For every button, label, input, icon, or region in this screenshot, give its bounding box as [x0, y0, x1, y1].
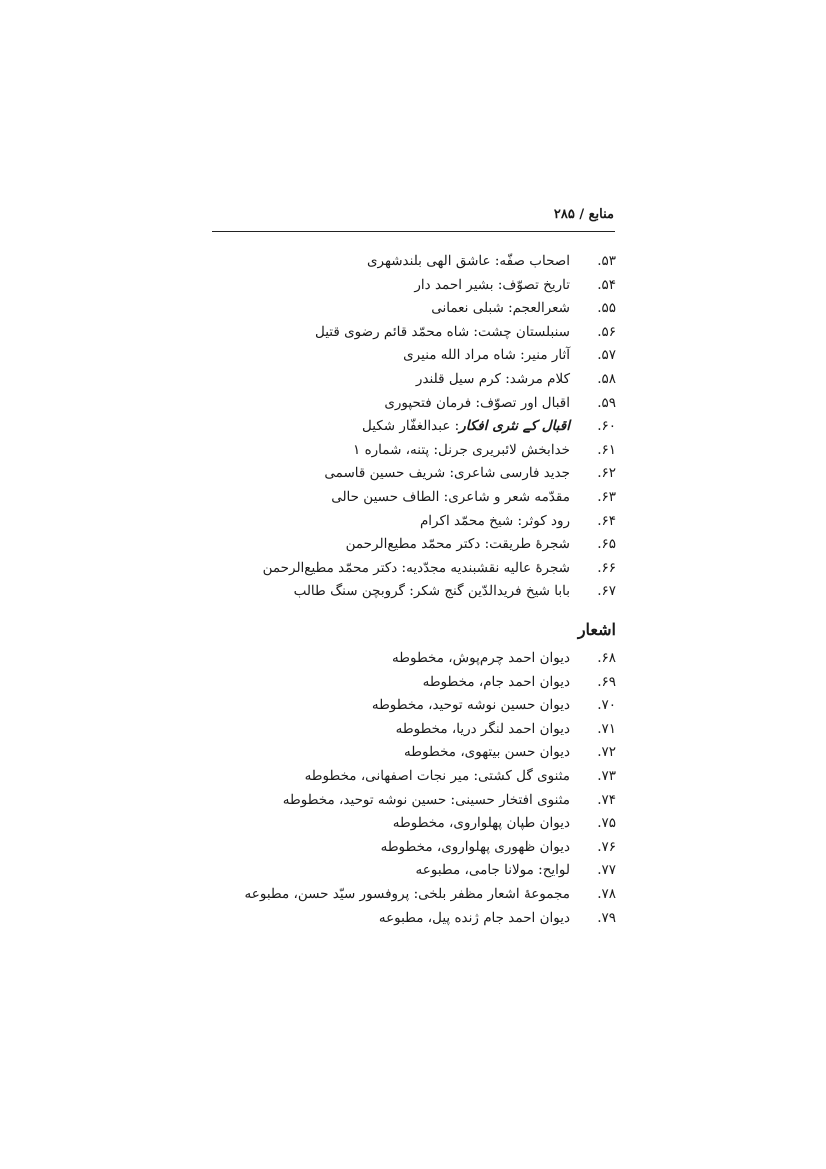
- bibliography-entry: [212, 812, 616, 836]
- bibliography-list-prose: [212, 250, 616, 604]
- entry-number: ۶۷.: [597, 583, 616, 600]
- entry-text: دیوان احمد جام، مخطوطه: [422, 673, 570, 690]
- entry-text: شجرهٔ طریقت: دکتر محمّد مطیع‌الرحمن: [345, 536, 570, 553]
- entry-text: سنبلستان چشت: شاه محمّد قائم رضوی قتیل: [314, 323, 570, 340]
- entry-number: ۷۷.: [597, 862, 616, 879]
- bibliography-entry: [212, 671, 616, 695]
- entry-number: ۷۱.: [597, 720, 616, 737]
- bibliography-entry: [212, 297, 616, 321]
- entry-text: تاریخ تصوّف: بشیر احمد دار: [414, 276, 570, 293]
- bibliography-entry: [212, 462, 616, 486]
- entry-text: دیوان طپان پهلواروی، مخطوطه: [392, 815, 570, 832]
- bibliography-entry: [212, 321, 616, 345]
- entry-text: [362, 415, 570, 439]
- entry-text: دیوان حسین نوشه توحید، مخطوطه: [371, 697, 570, 714]
- entry-number: ۶۳.: [597, 488, 616, 505]
- entry-text: دیوان ظهوری پهلواروی، مخطوطه: [380, 838, 570, 855]
- entry-number: ۵۵.: [597, 300, 616, 317]
- section-heading-poetry: اشعار: [577, 620, 616, 639]
- bibliography-entry: [212, 580, 616, 604]
- entry-number: ۷۲.: [597, 744, 616, 761]
- entry-number: ۵۷.: [597, 347, 616, 364]
- entry-text: کلام مرشد: کرم سیل قلندر: [415, 370, 570, 387]
- entry-text: بابا شیخ فریدالدّین گنج شکر: گروبچن سنگ طالب: [293, 583, 570, 600]
- bibliography-entry: [212, 415, 616, 439]
- bibliography-entry: [212, 859, 616, 883]
- entry-number: ۷۰.: [597, 697, 616, 714]
- entry-number: ۶۶.: [597, 559, 616, 576]
- entry-number: ۷۴.: [597, 791, 616, 808]
- bibliography-entry: [212, 836, 616, 860]
- entry-number: ۶۹.: [597, 673, 616, 690]
- entry-number: ۵۸.: [597, 370, 616, 387]
- entry-text: شعرالعجم: شبلی نعمانی: [431, 300, 570, 317]
- entry-number: ۷۹.: [597, 909, 616, 926]
- bibliography-entry: [212, 486, 616, 510]
- bibliography-entry: [212, 368, 616, 392]
- entry-number: ۷۸.: [597, 885, 616, 902]
- entry-text: آثار منیر: شاه مراد الله منیری: [403, 347, 570, 364]
- bibliography-entry: [212, 694, 616, 718]
- entry-text: رود کوثر: شیخ محمّد اکرام: [419, 512, 570, 529]
- entry-number: ۶۱.: [597, 441, 616, 458]
- entry-number: ۵۴.: [597, 276, 616, 293]
- entry-text: مثنوی گل کشتی: میر نجات اصفهانی، مخطوطه: [304, 767, 570, 784]
- entry-text: دیوان احمد چرم‌پوش، مخطوطه: [392, 650, 570, 666]
- header-rule: [212, 231, 615, 232]
- entry-number: ۵۶.: [597, 323, 616, 340]
- bibliography-entry: [212, 510, 616, 534]
- entry-number: ۶۴.: [597, 512, 616, 529]
- entry-number: ۶۵.: [597, 536, 616, 553]
- entry-author: : عبدالغفّار شکیل: [361, 418, 460, 435]
- bibliography-entry: [212, 765, 616, 789]
- bibliography-entry: [212, 647, 616, 671]
- entry-text: دیوان حسن بیتهوی، مخطوطه: [404, 744, 570, 761]
- bibliography-entry: [212, 741, 616, 765]
- bibliography-entry: [212, 533, 616, 557]
- entry-number: ۷۵.: [597, 815, 616, 832]
- entry-number: ۶۲.: [597, 465, 616, 482]
- bibliography-entry: [212, 250, 616, 274]
- entry-text: جدید فارسی شاعری: شریف حسین قاسمی: [324, 465, 570, 482]
- bibliography-list-poetry: [212, 647, 616, 930]
- bibliography-entry: [212, 907, 616, 931]
- entry-text: مجموعهٔ اشعار مظفر بلخی: پروفسور سیّد حسن، مطبوعه: [244, 885, 570, 902]
- entry-number: ۵۳.: [597, 253, 616, 269]
- running-head: منابع / ۲۸۵: [553, 207, 614, 222]
- entry-text: دیوان احمد لنگر دریا، مخطوطه: [395, 720, 570, 737]
- bibliography-entry: [212, 344, 616, 368]
- entry-text: مقدّمه شعر و شاعری: الطاف حسین حالی: [331, 488, 570, 505]
- entry-number: ۶۸.: [597, 650, 616, 666]
- entry-title-italic: اقبال کے نثری افکار: [459, 418, 570, 435]
- entry-text: اقبال اور تصوّف: فرمان فتحپوری: [384, 394, 570, 411]
- entry-number: ۷۳.: [597, 767, 616, 784]
- entry-text: دیوان احمد جام ژنده پیل، مطبوعه: [378, 909, 570, 926]
- entry-text: شجرهٔ عالیه نقشبندیه مجدّدیه: دکتر محمّد مطیع‌الرحمن: [262, 559, 570, 576]
- entry-text: مثنوی افتخار حسینی: حسین نوشه توحید، مخطوطه: [282, 791, 570, 808]
- entry-text: خدابخش لائبریری جرنل: پتنه، شماره ۱: [353, 441, 570, 458]
- entry-number: ۶۰.: [597, 418, 616, 435]
- entry-text: لوایح: مولانا جامی، مطبوعه: [415, 862, 570, 879]
- entry-text: اصحاب صفّه: عاشق الهی بلندشهری: [366, 253, 570, 269]
- bibliography-entry: [212, 439, 616, 463]
- bibliography-entry: [212, 883, 616, 907]
- bibliography-entry: [212, 718, 616, 742]
- bibliography-entry: [212, 789, 616, 813]
- bibliography-entry: [212, 557, 616, 581]
- entry-number: ۷۶.: [597, 838, 616, 855]
- bibliography-entry: [212, 274, 616, 298]
- bibliography-entry: [212, 392, 616, 416]
- entry-number: ۵۹.: [597, 394, 616, 411]
